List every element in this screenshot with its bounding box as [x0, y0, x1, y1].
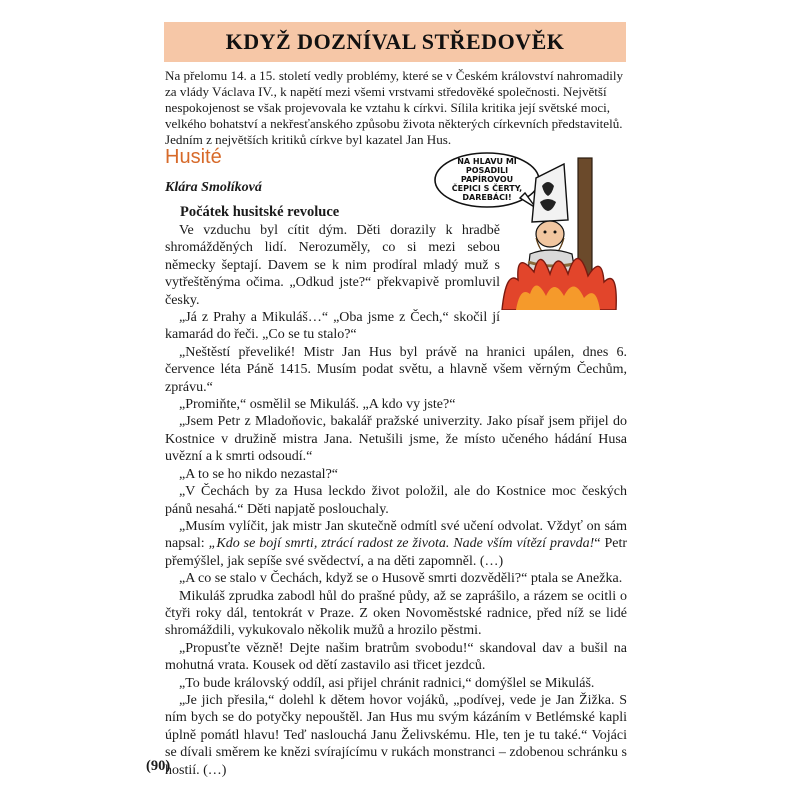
story-paragraph: „Je jich přesila,“ dolehl k dětem hovor vojáků, „podívej, vede je Jan Žižka. S ním bych se do potyčky nepouštěl. Jan Hus mu svým kázáním v Betlémské kapli úplně pomátl hlavu! Teď naslouchá Janu Želivskému. Hle, ten je tu také.“ Vojáci se dívali směrem ke knězi svírajícímu v rukách monstranci – zdobenou schránku s hostií. (…)	[165, 692, 627, 778]
story-subtitle: Počátek husitské revoluce	[180, 204, 340, 220]
hus-quote: „Kdo se bojí smrti, ztrácí radost ze života. Nade vším vítězí pravda!	[208, 536, 595, 552]
author-name: Klára Smolíková	[165, 180, 262, 195]
story-paragraph	[165, 518, 627, 570]
story-paragraph: „A co se stalo v Čechách, když se o Husově smrti dozvěděli?“ ptala se Anežka.	[179, 571, 623, 587]
story-text-run: „Musím vylíčit, jak mistr Jan skutečně odmítl své učení odvolat. Vždyť on sám napsal:	[165, 518, 627, 552]
story-paragraph: „Promiňte,“ osmělil se Mikuláš. „A kdo vy jste?“	[179, 397, 456, 413]
bubble-line-5: DAREBÁCI!	[462, 193, 512, 202]
story-paragraph: „A to se ho nikdo nezastal?“	[179, 466, 339, 482]
page-number: (90)	[146, 758, 171, 774]
story-paragraph: „Jsem Petr z Mladoňovic, bakalář pražské univerzity. Jako písař jsem přijel do Kostnice v družině mistra Jana. Netušili jsme, že místo učeného hádání Husa uvězní a k smrti odsoudí.“	[165, 414, 627, 465]
bubble-line-4: ČEPICI S ČERTY,	[451, 184, 523, 193]
story-paragraph: „V Čechách by za Husa leckdo život položil, ale do Kostnice moc českých pánů nesahá.“ Děti napjatě poslouchaly.	[165, 484, 627, 517]
chapter-title-band	[164, 22, 626, 62]
story-paragraph: „Propusťte vězně! Dejte našim bratrům svobodu!“ skandoval dav a bušil na mohutná vrata. Kousek od dětí zastavilo asi třicet jezdců.	[165, 640, 627, 674]
bubble-line-2: POSADILI	[465, 166, 509, 175]
story-text-run: “ Petr přemýšlel, jak sepíše své svědectví, a na děti zapomněl. (…)	[165, 536, 627, 569]
section-title: Husité	[165, 146, 222, 168]
story-paragraph: Mikuláš zprudka zabodl hůl do prašné půdy, až se zaprášilo, a rázem se ocitli o čtyři roky dál, tentokrát v Praze. Z oken Novoměstské radnice, před níž se lidé shromáždili, vykukovalo několik mužů a hrozilo pěstmi.	[165, 588, 627, 639]
story-paragraph: Ve vzduchu byl cítit dým. Děti dorazily k hradbě shromážděných lidí. Nerozuměly, co si mezi sebou německy šeptají. Davem se k nim prodíral mladý muž s vytřeštěnýma očima. „Odkud jste?“ překvapivě promluvil česky.	[165, 223, 500, 308]
story-text	[165, 222, 627, 779]
bubble-line-3: PAPÍROVOU	[460, 175, 514, 184]
story-paragraph: „Já z Prahy a Mikuláš…“ „Oba jsme z Čech,“ skočil jí kamarád do řeči. „Co se tu stalo?“	[165, 310, 500, 343]
story-paragraph: „Neštěstí převeliké! Mistr Jan Hus byl právě na hranici upálen, dnes 6. července léta Páně 1415. Musím podat světu, a hlavně všem věrným Čechům, zprávu.“	[165, 344, 627, 395]
bubble-line-1: NA HLAVU MI	[457, 157, 517, 166]
story-paragraph: „To bude královský oddíl, asi přijel chránit radnici,“ domýšlel se Mikuláš.	[179, 675, 595, 691]
intro-paragraph: Na přelomu 14. a 15. století vedly problémy, které se v Českém království nahromadily za vlády Václava IV., k napětí mezi všemi vrstvami středověké společnosti. Největší nespokojenost se však projevovala ke vztahu k církvi. Sílila kritika její světské moci, velkého bohatství a nekřesťanského způsobu života některých církevních představitelů. Jedním z největších kritiků církve byl kazatel Jan Hus.	[165, 68, 624, 147]
chapter-title: KDYŽ DOZNÍVAL STŘEDOVĚK	[225, 29, 565, 54]
